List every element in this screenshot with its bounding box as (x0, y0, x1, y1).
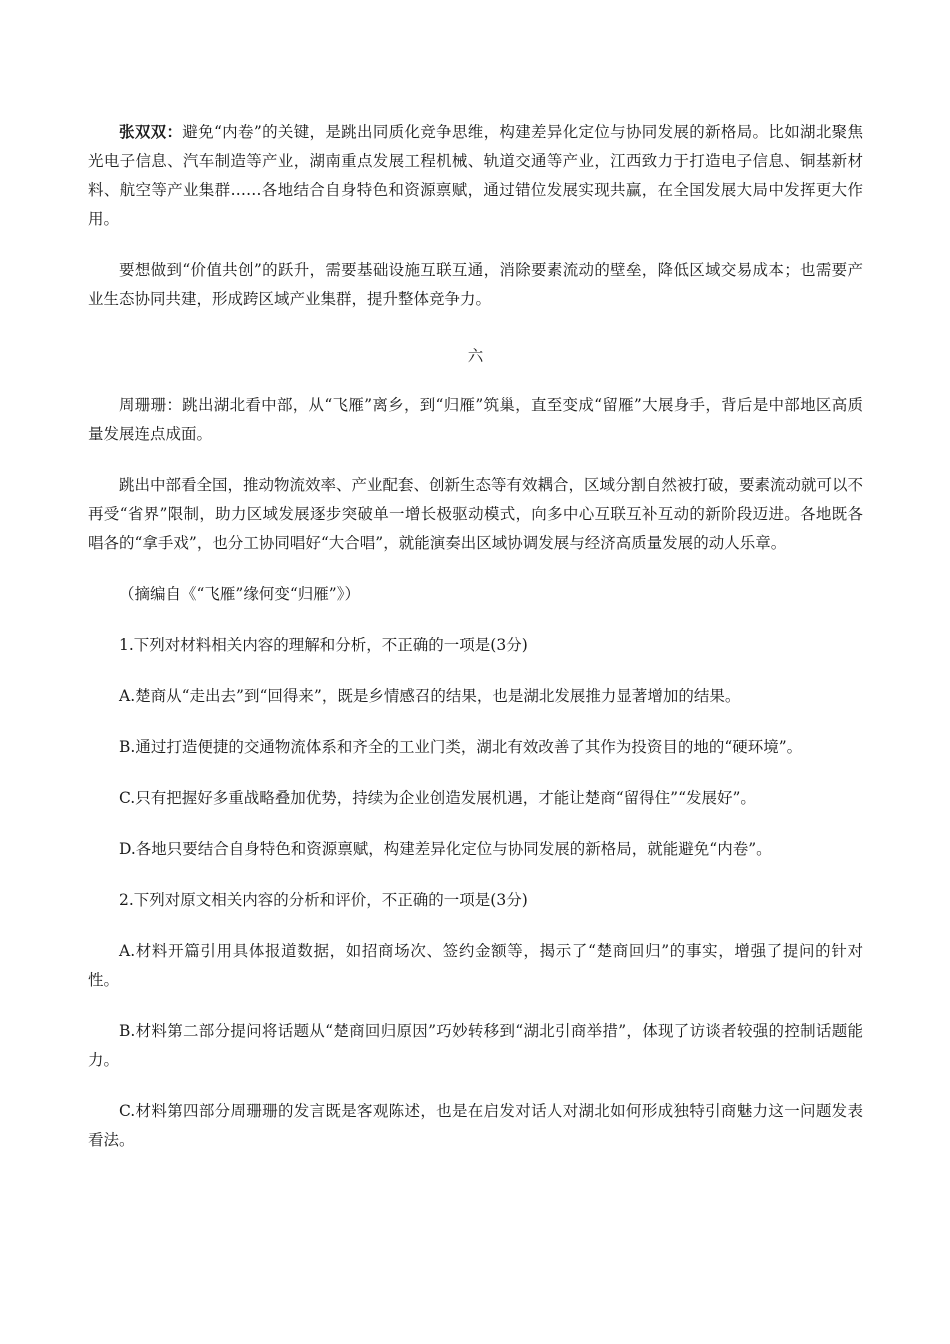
question-1-option-d: D.各地只要结合自身特色和资源禀赋，构建差异化定位与协同发展的新格局，就能避免“内卷”。 (119, 840, 772, 858)
question-1-option-a: A.楚商从“走出去”到“回得来”，既是乡情感召的结果，也是湖北发展推力显著增加的结果。 (119, 687, 741, 705)
question-2-option-a: A.材料开篇引用具体报道数据，如招商场次、签约金额等，揭示了“楚商回归”的事实，增强了提问的针对性。 (88, 942, 863, 989)
question-1-stem: 1.下列对材料相关内容的理解和分析，不正确的一项是(3分) (119, 636, 528, 654)
paragraph-zhang (88, 118, 863, 234)
question-2-stem: 2.下列对原文相关内容的分析和评价，不正确的一项是(3分) (119, 891, 528, 909)
question-1-option-c: C.只有把握好多重战略叠加优势，持续为企业创造发展机遇，才能让楚商“留得住”“发展好”。 (119, 789, 756, 807)
section-heading: 六 (467, 347, 484, 365)
paragraph-text: 避免“内卷”的关键，是跳出同质化竞争思维，构建差异化定位与协同发展的新格局。比如湖北聚焦光电子信息、汽车制造等产业，湖南重点发展工程机械、轨道交通等产业，江西致力于打造电子信息、铜基新材料、航空等产业集群……各地结合自身特色和资源禀赋，通过错位发展实现共赢，在全国发展大局中发挥更大作用。 (88, 123, 863, 228)
paragraph-national: 跳出中部看全国，推动物流效率、产业配套、创新生态等有效耦合，区域分割自然被打破，要素流动就可以不再受“省界”限制，助力区域发展逐步突破单一增长极驱动模式，向多中心互联互补互动的新阶段迈进。各地既各唱各的“拿手戏”，也分工协同唱好“大合唱”，就能演奏出区域协调发展与经济高质量发展的动人乐章。 (88, 476, 864, 552)
source-citation: （摘编自《“飞雁”缘何变“归雁”》） (119, 585, 360, 603)
document-page (88, 118, 863, 1155)
paragraph-value-cocreation: 要想做到“价值共创”的跃升，需要基础设施互联互通，消除要素流动的壁垒，降低区域交易成本；也需要产业生态协同共建，形成跨区域产业集群，提升整体竞争力。 (88, 261, 863, 308)
question-1-option-b: B.通过打造便捷的交通物流体系和齐全的工业门类，湖北有效改善了其作为投资目的地的“硬环境”。 (119, 738, 803, 756)
speaker-name: 张双双： (119, 123, 183, 141)
question-2-option-c: C.材料第四部分周珊珊的发言既是客观陈述，也是在启发对话人对湖北如何形成独特引商魅力这一问题发表看法。 (88, 1102, 863, 1149)
paragraph-zhou: 周珊珊：跳出湖北看中部，从“飞雁”离乡，到“归雁”筑巢，直至变成“留雁”大展身手，背后是中部地区高质量发展连点成面。 (88, 396, 863, 443)
question-2-option-b: B.材料第二部分提问将话题从“楚商回归原因”巧妙转移到“湖北引商举措”，体现了访谈者较强的控制话题能力。 (88, 1022, 863, 1069)
